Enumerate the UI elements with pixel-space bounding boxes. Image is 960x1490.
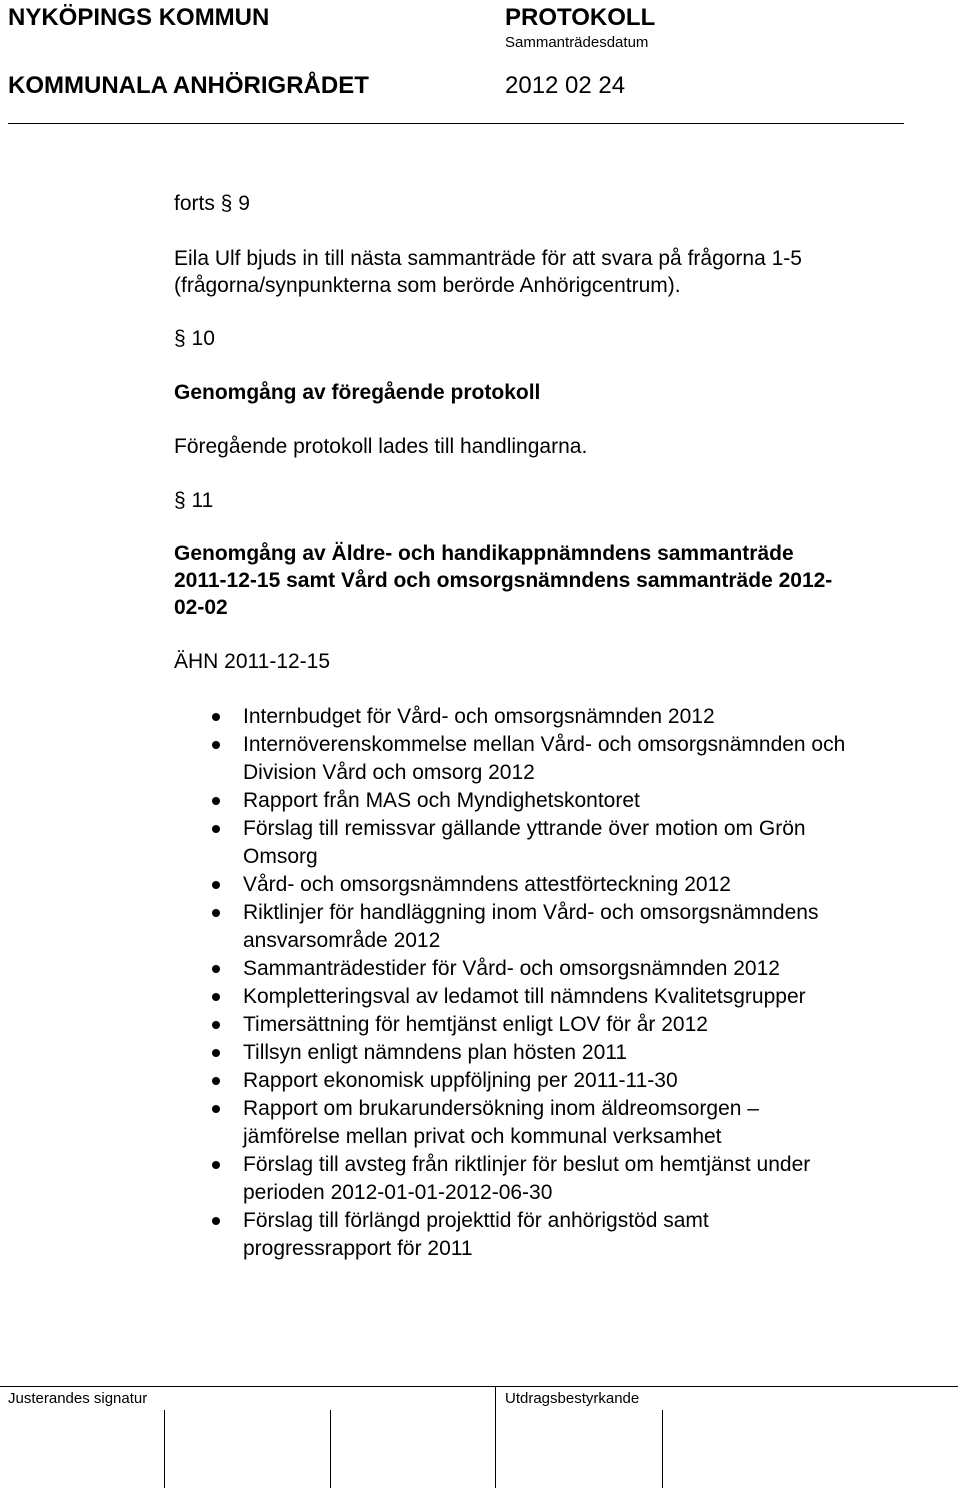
signature-label: Justerandes signatur [8,1390,148,1407]
org-name: NYKÖPINGS KOMMUN [8,4,270,31]
bullet-icon [212,797,220,805]
list-item: Riktlinjer för handläggning inom Vård- och omsorgsnämndens ansvarsområde 2012 [243,899,933,955]
bullet-icon [212,993,220,1001]
bullet-icon [212,1217,220,1225]
meeting-date: 2012 02 24 [505,72,626,99]
list-item: Internbudget för Vård- och omsorgsnämnden 2012 [243,703,933,731]
bullet-icon [212,1105,220,1113]
section-10-number: § 10 [174,327,215,350]
agenda-list [243,703,933,1263]
list-item: Förslag till förlängd projekttid för anhörigstöd samt progressrapport för 2011 [243,1207,933,1263]
list-item: Vård- och omsorgsnämndens attestförteckning 2012 [243,871,933,899]
bullet-icon [212,1021,220,1029]
list-item: Internöverenskommelse mellan Vård- och omsorgsnämnden och Division Vård och omsorg 2012 [243,731,933,787]
section-11-title-line: 02-02 [174,596,228,619]
list-item: Timersättning för hemtjänst enligt LOV för år 2012 [243,1011,933,1039]
list-item: Rapport ekonomisk uppföljning per 2011-11-30 [243,1067,933,1095]
section-11-number: § 11 [174,489,214,512]
footer-rule [0,1386,958,1387]
footer-divider [495,1386,496,1488]
list-item: Rapport från MAS och Myndighetskontoret [243,787,933,815]
bullet-icon [212,825,220,833]
list-item: Sammanträdestider för Vård- och omsorgsnämnden 2012 [243,955,933,983]
forts-heading: forts § 9 [174,192,250,215]
body-name: KOMMUNALA ANHÖRIGRÅDET [8,72,369,99]
bullet-icon [212,965,220,973]
paragraph-line: (frågorna/synpunkterna som berörde Anhörigcentrum). [174,274,681,297]
list-item: Förslag till remissvar gällande yttrande över motion om Grön Omsorg [243,815,933,871]
bullet-icon [212,909,220,917]
section-11-title-line: 2011-12-15 samt Vård och omsorgsnämndens sammanträde 2012- [174,569,833,592]
list-item: Rapport om brukarundersökning inom äldreomsorgen – jämförelse mellan privat och kommunal verksamhet [243,1095,933,1151]
section-11-title [174,540,832,621]
list-item: Kompletteringsval av ledamot till nämndens Kvalitetsgrupper [243,983,933,1011]
list-item: Förslag till avsteg från riktlinjer för beslut om hemtjänst under perioden 2012-01-01-2012-06-30 [243,1151,933,1207]
bullet-icon [212,713,220,721]
list-item: Tillsyn enligt nämndens plan hösten 2011 [243,1039,933,1067]
bullet-icon [212,1161,220,1169]
signature-box-divider [164,1410,165,1488]
signature-box-divider [330,1410,331,1488]
bullet-icon [212,1049,220,1057]
section-10-text: Föregående protokoll lades till handlingarna. [174,435,588,458]
section-10-title: Genomgång av föregående protokoll [174,381,541,404]
bullet-icon [212,1077,220,1085]
extract-label: Utdragsbestyrkande [505,1390,640,1407]
header-rule [8,123,904,124]
doc-type: PROTOKOLL [505,4,656,31]
paragraph-eila [174,245,802,299]
extract-box-divider [662,1410,663,1488]
date-label: Sammanträdesdatum [505,34,649,51]
bullet-icon [212,741,220,749]
section-11-title-line: Genomgång av Äldre- och handikappnämndens sammanträde [174,542,794,565]
section-11-subheading: ÄHN 2011-12-15 [174,650,331,673]
paragraph-line: Eila Ulf bjuds in till nästa sammanträde för att svara på frågorna 1-5 [174,247,802,270]
bullet-icon [212,881,220,889]
